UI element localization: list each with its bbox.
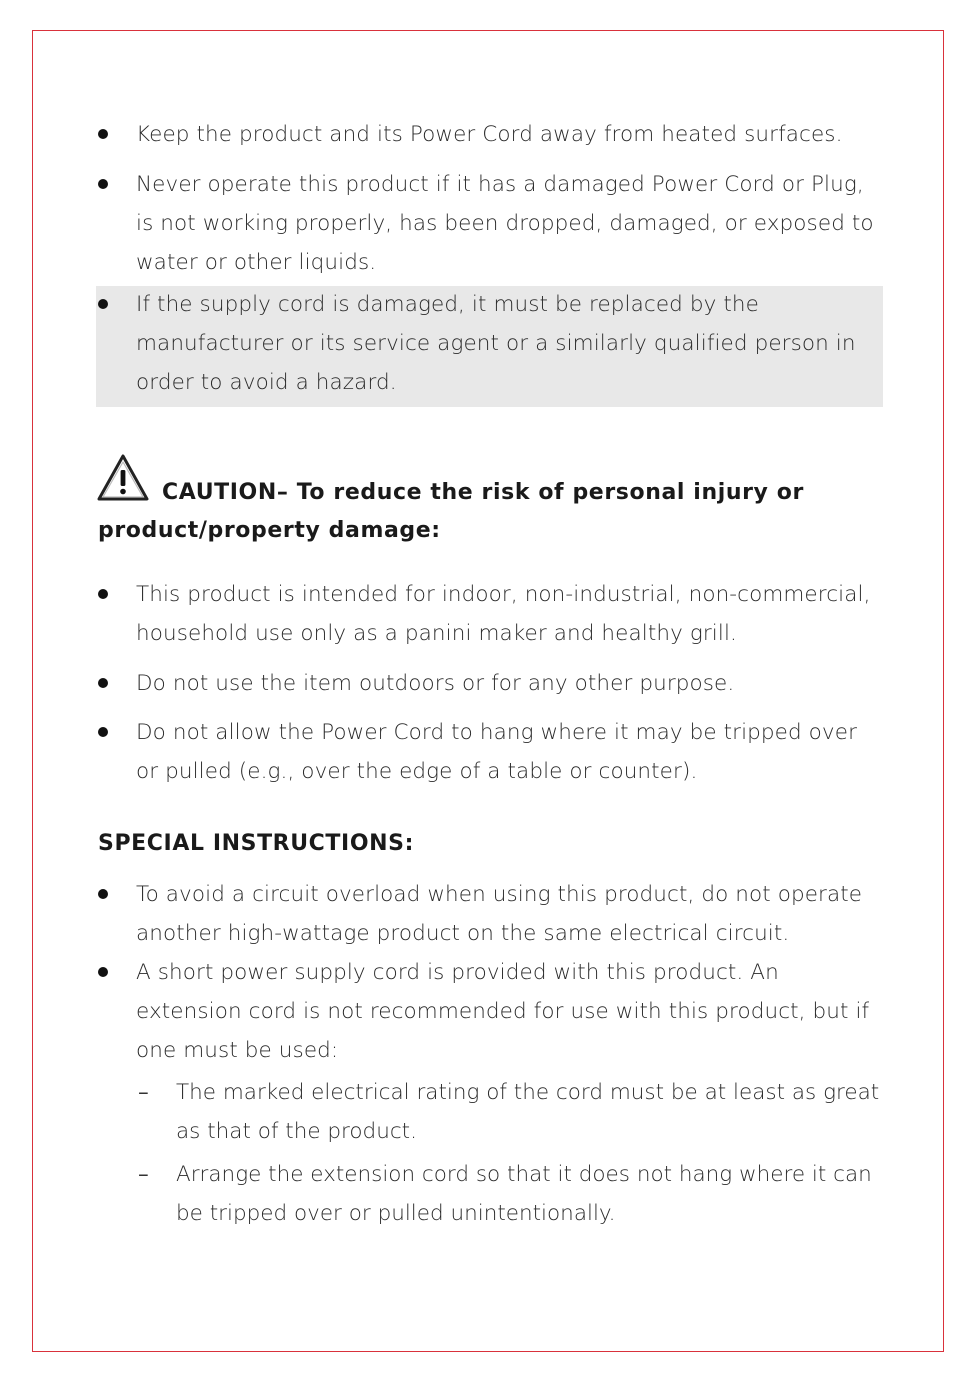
bullet-dot bbox=[98, 889, 108, 899]
bullet-indoor-use: This product is intended for indoor, non-industrial, non-commercial, household use only as a panini maker and healthy grill. bbox=[136, 582, 871, 646]
caution-heading-continued: product/property damage: bbox=[98, 518, 441, 543]
special-instructions-heading: SPECIAL INSTRUCTIONS: bbox=[98, 831, 414, 856]
sub-bullet-dash: – bbox=[138, 1162, 149, 1187]
bullet-no-outdoors: Do not use the item outdoors or for any other purpose. bbox=[136, 671, 735, 696]
bullet-damaged-cord: Never operate this product if it has a damaged Power Cord or Plug, is not working properly, has been dropped, damaged, or exposed to water or other liquids. bbox=[136, 172, 874, 275]
bullet-dot bbox=[98, 179, 108, 189]
caution-heading: CAUTION– To reduce the risk of personal injury or bbox=[162, 480, 804, 505]
sub-bullet-dash: – bbox=[138, 1080, 149, 1105]
warning-triangle-icon bbox=[96, 453, 150, 503]
bullet-circuit-overload: To avoid a circuit overload when using this product, do not operate another high-wattage product on the same electrical circuit. bbox=[136, 882, 863, 946]
sub-bullet-arrange-cord: Arrange the extension cord so that it does not hang where it can be tripped over or pulled unintentionally. bbox=[176, 1162, 872, 1226]
bullet-extension-cord: A short power supply cord is provided with this product. An extension cord is not recommended for use with this product, but if one must be used: bbox=[136, 960, 870, 1063]
sub-bullet-rating: The marked electrical rating of the cord must be at least as great as that of the product. bbox=[176, 1080, 880, 1144]
bullet-dot bbox=[98, 299, 108, 309]
bullet-dot bbox=[98, 727, 108, 737]
bullet-dot bbox=[98, 129, 108, 139]
bullet-supply-cord-replacement: If the supply cord is damaged, it must be replaced by the manufacturer or its service agent or a similarly qualified person in order to avoid a hazard. bbox=[136, 292, 856, 395]
bullet-dot bbox=[98, 967, 108, 977]
bullet-cord-hanging: Do not allow the Power Cord to hang where it may be tripped over or pulled (e.g., over the edge of a table or counter). bbox=[136, 720, 858, 784]
bullet-heated-surfaces: Keep the product and its Power Cord away from heated surfaces. bbox=[136, 122, 843, 147]
bullet-dot bbox=[98, 589, 108, 599]
bullet-dot bbox=[98, 678, 108, 688]
